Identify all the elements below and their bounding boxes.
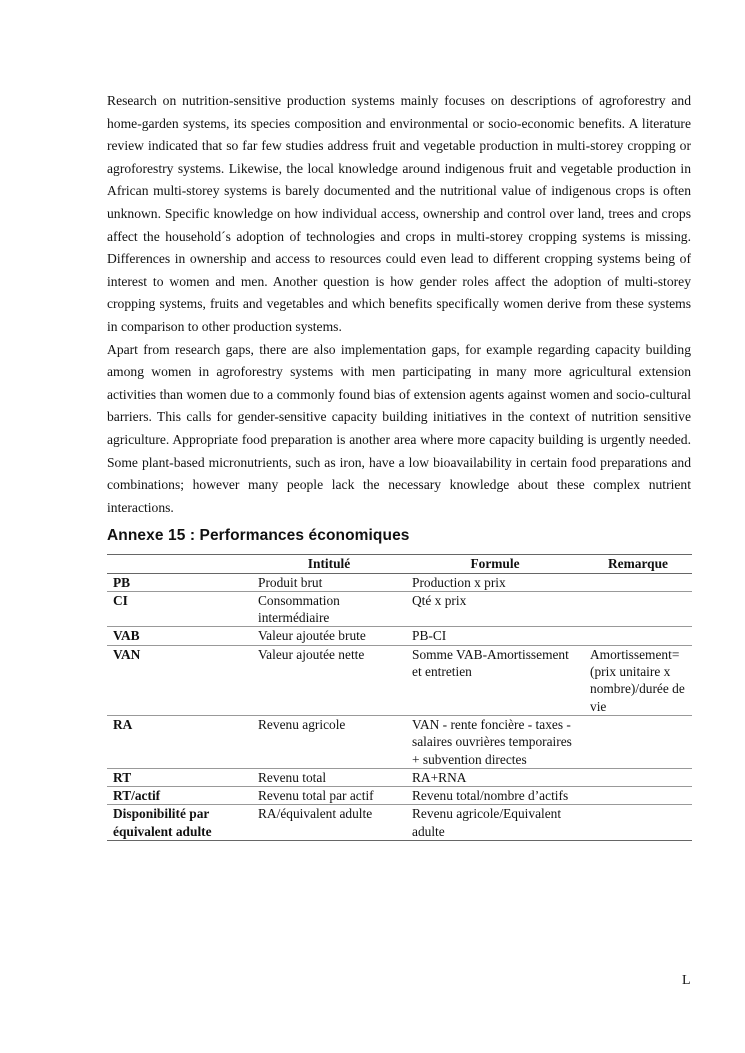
cell-remarque	[584, 627, 692, 645]
cell-formule: Production x prix	[406, 573, 584, 591]
cell-formule: Revenu agricole/Equivalent adulte	[406, 805, 584, 841]
cell-code: CI	[107, 591, 252, 627]
annex-title: Annexe 15 : Performances économiques	[107, 527, 410, 545]
cell-intitule: Valeur ajoutée brute	[252, 627, 406, 645]
cell-formule: Qté x prix	[406, 591, 584, 627]
page-body	[107, 90, 691, 841]
table-row	[107, 627, 692, 645]
header-formule: Formule	[406, 555, 584, 573]
cell-intitule: Revenu agricole	[252, 715, 406, 768]
table-row	[107, 787, 692, 805]
cell-intitule: Produit brut	[252, 573, 406, 591]
cell-intitule: Revenu total par actif	[252, 787, 406, 805]
cell-intitule: Valeur ajoutée nette	[252, 645, 406, 715]
cell-code: Disponibilité par équivalent adulte	[107, 805, 252, 841]
cell-code: RT/actif	[107, 787, 252, 805]
performance-table	[107, 554, 692, 841]
cell-intitule: RA/équivalent adulte	[252, 805, 406, 841]
cell-remarque	[584, 805, 692, 841]
cell-code: VAN	[107, 645, 252, 715]
cell-remarque	[584, 573, 692, 591]
cell-intitule: Consommation intermédiaire	[252, 591, 406, 627]
cell-remarque	[584, 591, 692, 627]
table-row	[107, 573, 692, 591]
cell-remarque	[584, 787, 692, 805]
cell-remarque	[584, 768, 692, 786]
header-code	[107, 555, 252, 573]
header-intitule: Intitulé	[252, 555, 406, 573]
cell-formule: PB-CI	[406, 627, 584, 645]
table-row	[107, 591, 692, 627]
table-row	[107, 768, 692, 786]
cell-remarque: Amortissement=(prix unitaire x nombre)/durée de vie	[584, 645, 692, 715]
table-header-row	[107, 555, 692, 573]
cell-formule: RA+RNA	[406, 768, 584, 786]
header-remarque: Remarque	[584, 555, 692, 573]
cell-formule: Revenu total/nombre d’actifs	[406, 787, 584, 805]
table-row	[107, 715, 692, 768]
cell-code: RA	[107, 715, 252, 768]
paragraph-gaps: Apart from research gaps, there are also implementation gaps, for example regarding capacity building among women in agroforestry systems with men participating in many more agricultural extension activities than women due to a commonly found bias of extension agents against women and socio-cultural barriers. This calls for gender-sensitive capacity building initiatives in the context of nutrition sensitive agriculture. Appropriate food preparation is another area where more capacity building is urgently needed. Some plant-based micronutrients, such as iron, have a low bioavailability in certain food preparations and combinations; however many people lack the necessary knowledge about these complex nutrient interactions.	[107, 341, 691, 515]
cell-formule: Somme VAB-Amortissement et entretien	[406, 645, 584, 715]
page-number: L	[682, 973, 691, 988]
cell-intitule: Revenu total	[252, 768, 406, 786]
cell-code: VAB	[107, 627, 252, 645]
cell-code: PB	[107, 573, 252, 591]
cell-formule: VAN - rente foncière - taxes -salaires ouvrières temporaires + subvention directes	[406, 715, 584, 768]
paragraph-research: Research on nutrition-sensitive production systems mainly focuses on descriptions of agroforestry and home-garden systems, its species composition and environmental or socio-economic benefits. A literature review indicated that so far few studies address fruit and vegetable production in multi-storey cropping or agroforestry systems. Likewise, the local knowledge around indigenous fruit and vegetable production in African multi-storey systems is barely documented and the nutritional value of indigenous crops is often unknown. Specific knowledge on how individual access, ownership and control over land, trees and crops affect the household´s adoption of technologies and crops in multi-storey cropping systems is missing. Differences in ownership and access to resources could even lead to different cropping systems being of interest to women and men. Another question is how gender roles affect the adoption of multi-storey cropping systems, fruits and vegetables and which benefits specifically women derive from these systems in comparison to other production systems.	[107, 93, 691, 334]
table-row	[107, 805, 692, 841]
cell-code: RT	[107, 768, 252, 786]
table-row	[107, 645, 692, 715]
cell-remarque	[584, 715, 692, 768]
